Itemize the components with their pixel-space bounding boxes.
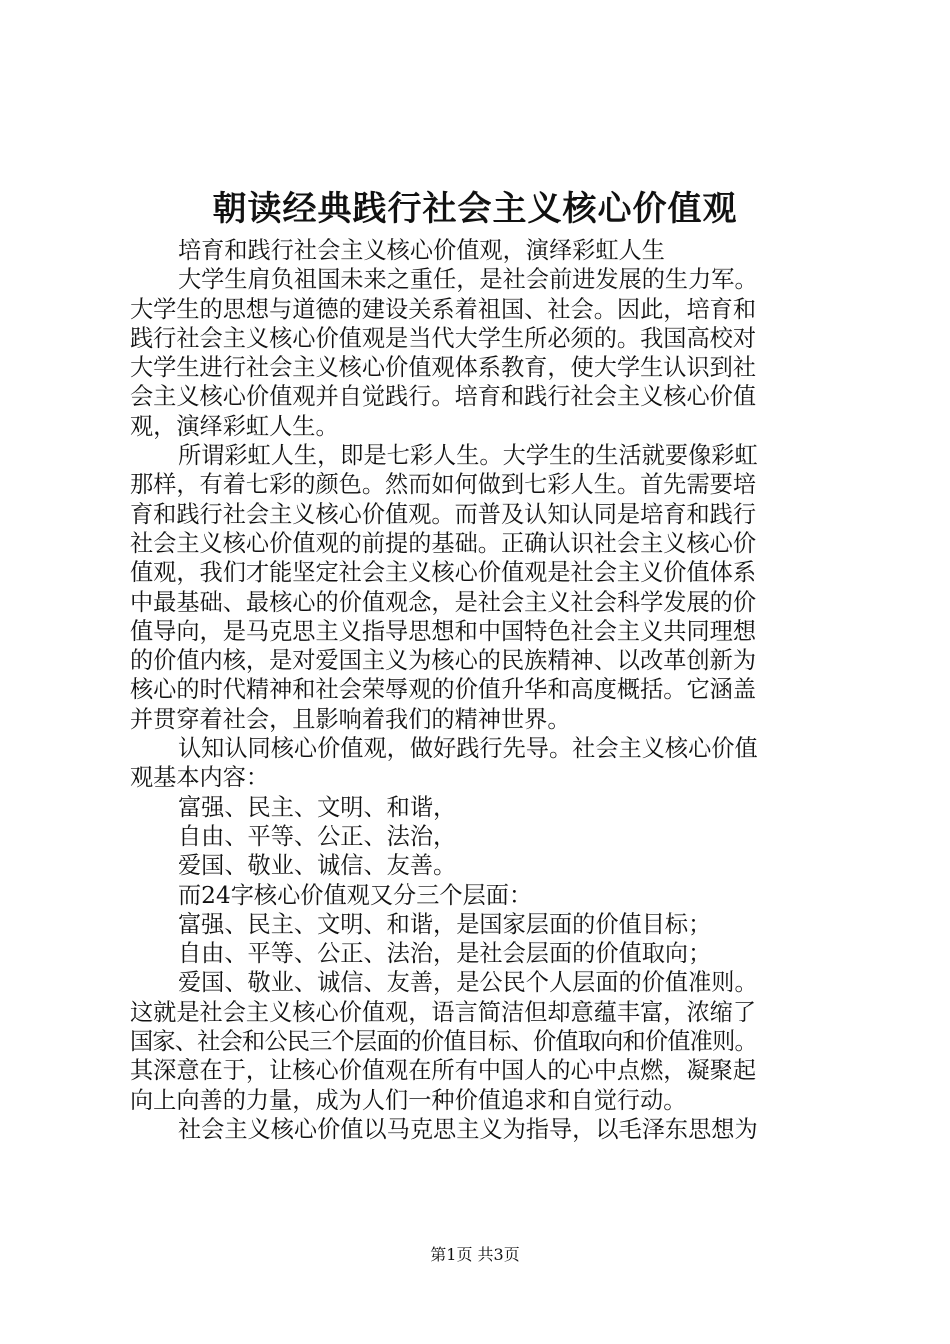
paragraph	[130, 968, 830, 1114]
text-line: 自由、平等、公正、法治，是社会层面的价值取向；	[178, 940, 712, 968]
text-line: 这就是社会主义核心价值观，语言简洁但却意蕴丰富，浓缩了	[130, 998, 757, 1026]
paragraph	[130, 441, 830, 734]
text-line: 观基本内容：	[130, 764, 270, 792]
list-item	[130, 910, 830, 939]
list-item	[130, 851, 830, 880]
text-line: 而24字核心价值观又分三个层面：	[178, 881, 533, 909]
text-line: 观，演绎彩虹人生。	[130, 412, 339, 440]
text-line: 国家、社会和公民三个层面的价值目标、价值取向和价值准则。	[130, 1028, 757, 1056]
paragraph	[130, 1115, 830, 1144]
paragraph	[130, 734, 830, 793]
text-line: 践行社会主义核心价值观是当代大学生所必须的。我国高校对	[130, 324, 757, 352]
text-line: 培育和践行社会主义核心价值观，演绎彩虹人生	[178, 237, 665, 264]
text-line: 值观，我们才能坚定社会主义核心价值观是社会主义价值体系	[130, 559, 757, 587]
text-line: 育和践行社会主义核心价值观。而普及认知认同是培育和践行	[130, 500, 757, 528]
text-line: 值导向，是马克思主义指导思想和中国特色社会主义共同理想	[130, 617, 757, 645]
text-line: 的价值内核，是对爱国主义为核心的民族精神、以改革创新为	[130, 647, 757, 675]
text-line: 向上向善的力量，成为人们一种价值追求和自觉行动。	[130, 1086, 687, 1114]
text-line: 大学生的思想与道德的建设关系着祖国、社会。因此，培育和	[130, 295, 757, 323]
text-line: 富强、民主、文明、和谐，是国家层面的价值目标；	[178, 910, 712, 938]
text-line: 大学生进行社会主义核心价值观体系教育，使大学生认识到社	[130, 354, 757, 382]
text-line: 所谓彩虹人生，即是七彩人生。大学生的生活就要像彩虹	[178, 442, 758, 470]
text-line: 社会主义核心价值观的前提的基础。正确认识社会主义核心价	[130, 529, 757, 557]
text-line: 大学生肩负祖国未来之重任，是社会前进发展的生力军。	[178, 266, 758, 294]
list-item	[130, 939, 830, 968]
text-line: 那样，有着七彩的颜色。然而如何做到七彩人生。首先需要培	[130, 471, 757, 499]
text-line: 认知认同核心价值观，做好践行先导。社会主义核心价值	[178, 735, 758, 763]
text-line: 爱国、敬业、诚信、友善。	[178, 852, 457, 880]
document-title: 朝读经典践行社会主义核心价值观	[212, 189, 738, 229]
text-line: 自由、平等、公正、法治，	[178, 822, 457, 850]
text-line: 其深意在于，让核心价值观在所有中国人的心中点燃，凝聚起	[130, 1057, 757, 1085]
text-line: 社会主义核心价值以马克思主义为指导，以毛泽东思想为	[178, 1115, 758, 1143]
text-line: 核心的时代精神和社会荣辱观的价值升华和高度概括。它涵盖	[130, 676, 757, 704]
page-indicator: 第1页 共3页	[430, 1245, 520, 1264]
list-item	[130, 822, 830, 851]
text-line: 爱国、敬业、诚信、友善，是公民个人层面的价值准则。	[178, 969, 758, 997]
paragraph-subtitle	[130, 236, 830, 265]
paragraph	[130, 265, 830, 441]
document-body	[130, 236, 830, 1144]
text-line: 中最基础、最核心的价值观念，是社会主义社会科学发展的价	[130, 588, 757, 616]
text-line: 并贯穿着社会，且影响着我们的精神世界。	[130, 705, 571, 733]
paragraph	[130, 881, 830, 910]
text-line: 会主义核心价值观并自觉践行。培育和践行社会主义核心价值	[130, 383, 757, 411]
list-item	[130, 793, 830, 822]
text-line: 富强、民主、文明、和谐，	[178, 793, 457, 821]
